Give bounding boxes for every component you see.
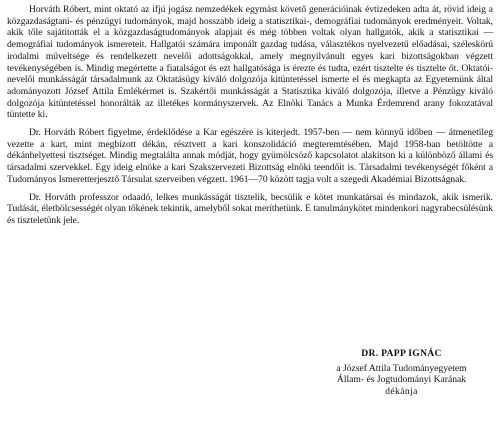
signature-affiliation-line-2: Állam- és Jogtudományi Karának (336, 374, 467, 386)
paragraph-teaching: Horváth Róbert, mint oktató az ifjú jogász nemzedékek egymást követő generációinak évtizedeken adta át, rövid ideig a közgazdaságtani- és pénzügyi tudományok, majd hosszabb ideig a statisztikai-, demográfiai tudományok eredményeit. Voltak, akik tőle sajátították el a közgazdaságtudományok alapjait és még többen voltak olyan hallgatók, akik a statisztikai — demográfiai tudományok ismereteit. Hallgatói számára imponált gazdag tudása, választékos nyelvezetű előadásai, széleskörű irodalmi műveltsége és rendelkezett nevelői adottságokkal, amely megnyilvánult egyes kari bizottságokban végzett tevékenységében is. Mindig megértette a fiatalságot és ezt hallgatósága is érezte és tudta, ezért tisztelte és tisztelte őt. Oktatói-nevelői munkásságát társadalmunk az Oktatásügy kiváló dolgozója kitüntetéssel ismerte el és megkapta az Egyetemünk által adományozott József Attila Emlékérmet is. Szakértői munkásságát a Statisztika kiváló dolgozója, illetve a Pénzügy kiváló dolgozója kitüntetéssel honorálták az illetékes kormányszervek. Az Elnöki Tanács a Munka Érdemrend arany fokozatával tüntette ki. (7, 4, 493, 121)
signature-affiliation-line-1: a József Attila Tudományegyetem (336, 362, 467, 374)
signature-name: DR. PAPP IGNÁC (361, 348, 442, 359)
paragraph-faculty: Dr. Horváth Róbert figyelme, érdeklődése a Kar egészére is kiterjedt. 1957-ben — nem könnyű időben — átmenetileg vezette a kart, mint megbízott dékán, résztvett a kari konszolidáció megteremtésében. Majd 1958-ban betöltötte a dékánhelyettesi tisztséget. Mindig megtalálta annak módját, hogy gyümölcsöző kapcsolatot alakítson ki a különböző állami és társadalmi szervekkel. Egy ideig elnöke a kari Szakszervezeti Bizottság elnöki teendőit is. Társadalmi tevékenységét főként a Tudományos Ismeretterjesztő Társulat szerveiben végzett. 1961—70 között tagja volt a szegedi Akadémiai Bizottságnak. (7, 127, 493, 185)
signature-block (290, 348, 495, 398)
paragraph-tribute: Dr. Horváth professzor odaadó, lelkes munkásságát tisztelik, becsülik e kötet munkatársai és mindazok, akik ismerik. Tudását, életbölcsességét olyan tőkének tekintik, amelyből sokat meríthetünk. E tanulmánykötet mindenkori nagyrabecsülésünk és tiszteletünk jele. (7, 191, 493, 226)
signature-title: dékánja (385, 386, 418, 398)
